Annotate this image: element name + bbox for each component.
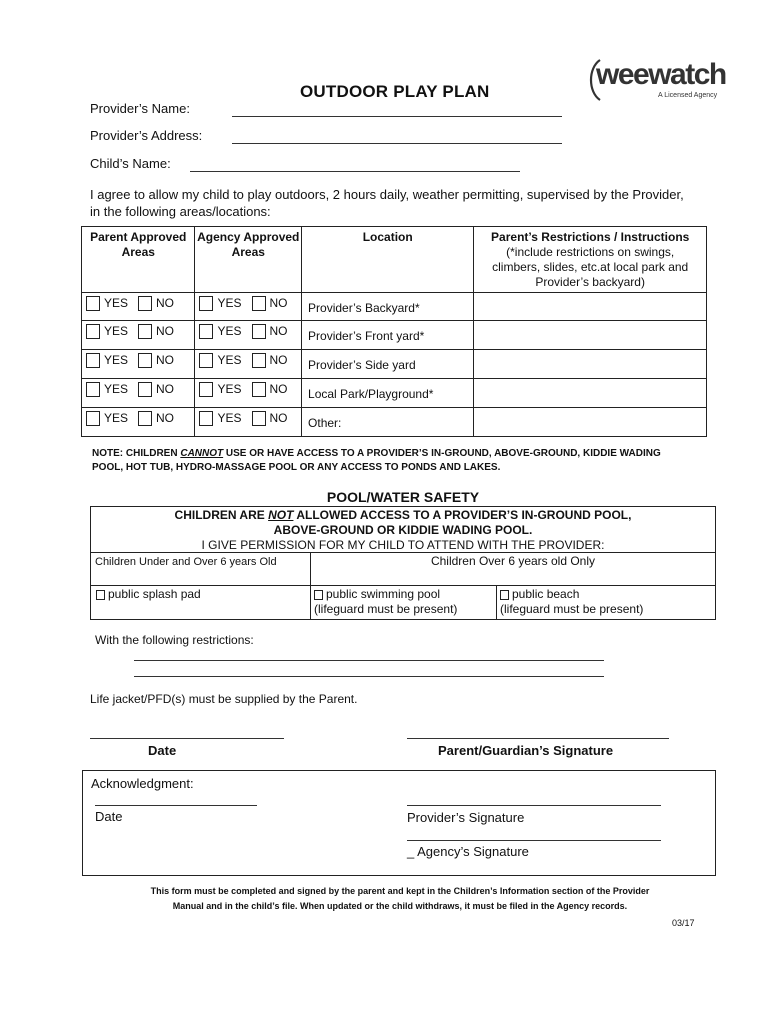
divider — [91, 552, 715, 553]
table-row — [82, 408, 707, 437]
no-label: NO — [156, 324, 175, 338]
yes-label: YES — [104, 296, 129, 310]
parent-no-checkbox[interactable] — [138, 382, 152, 397]
restrictions-cell[interactable] — [474, 293, 707, 321]
agency-no-checkbox[interactable] — [252, 353, 266, 368]
agency-no-checkbox[interactable] — [252, 411, 266, 426]
parent-yes-checkbox[interactable] — [86, 296, 100, 311]
col-over-6: Children Over 6 years old Only — [430, 554, 596, 568]
provider-signature-label: Provider’s Signature — [407, 810, 525, 825]
form-version: 03/17 — [672, 918, 695, 928]
pool-line-1-not: NOT — [268, 508, 294, 522]
beach-label: public beach — [512, 587, 580, 601]
provider-address-field[interactable] — [232, 130, 562, 144]
restrictions-cell[interactable] — [474, 321, 707, 350]
table-row — [82, 293, 707, 321]
location-front-yard: Provider’s Front yard* — [302, 321, 474, 350]
option-beach — [500, 587, 643, 617]
option-splash-pad — [96, 587, 201, 601]
restrictions-cell[interactable] — [474, 408, 707, 437]
yes-label: YES — [104, 353, 129, 367]
location-backyard: Provider’s Backyard* — [302, 293, 474, 321]
footer-line-1: This form must be completed and signed by the parent and kept in the Children’s Information section of the Provider — [150, 886, 650, 896]
provider-name-field[interactable] — [232, 103, 562, 117]
yes-label: YES — [217, 353, 242, 367]
agency-yes-checkbox[interactable] — [199, 382, 213, 397]
beach-checkbox[interactable] — [500, 590, 509, 600]
agency-signature-label: _ Agency’s Signature — [407, 844, 529, 859]
logo-wordmark: weewatch — [596, 58, 726, 91]
ack-date-label: Date — [95, 809, 123, 824]
child-name-label: Child’s Name: — [90, 156, 171, 171]
note-emphasis: CANNOT — [180, 448, 224, 459]
table-row — [82, 379, 707, 408]
agency-no-checkbox[interactable] — [252, 324, 266, 339]
parent-no-checkbox[interactable] — [138, 324, 152, 339]
header-location: Location — [302, 227, 474, 293]
swimming-pool-label: public swimming pool — [326, 587, 441, 601]
lifejacket-note: Life jacket/PFD(s) must be supplied by the Parent. — [90, 692, 358, 706]
pool-line-3: I GIVE PERMISSION FOR MY CHILD TO ATTEND WITH THE PROVIDER: — [201, 538, 605, 552]
pool-line-1a: CHILDREN ARE — [174, 508, 269, 522]
parent-no-checkbox[interactable] — [138, 411, 152, 426]
parent-yes-checkbox[interactable] — [86, 411, 100, 426]
pool-line-1b: ALLOWED ACCESS TO A PROVIDER’S IN-GROUND POOL, — [293, 508, 632, 522]
provider-name-label: Provider’s Name: — [90, 101, 190, 116]
no-label: NO — [269, 382, 288, 396]
areas-table — [81, 226, 707, 437]
header-parent-approved: Parent Approved Areas — [82, 227, 195, 293]
no-label: NO — [269, 296, 288, 310]
parent-no-checkbox[interactable] — [138, 296, 152, 311]
access-note — [92, 447, 692, 475]
pool-safety-title: POOL/WATER SAFETY — [326, 489, 480, 505]
agency-signature-field[interactable] — [407, 830, 661, 841]
pool-safety-box — [90, 506, 716, 620]
restrictions-cell[interactable] — [474, 379, 707, 408]
pool-line-1 — [91, 508, 715, 523]
option-swimming-pool — [314, 587, 457, 617]
intro-paragraph: I agree to allow my child to play outdoors, 2 hours daily, weather permitting, supervised by the Provider, in the following areas/locations: — [90, 187, 684, 219]
yes-label: YES — [217, 296, 242, 310]
header-restrictions — [474, 227, 707, 293]
splash-pad-checkbox[interactable] — [96, 590, 105, 600]
page-title: OUTDOOR PLAY PLAN — [300, 82, 490, 101]
note-prefix: NOTE: CHILDREN — [92, 448, 181, 459]
parent-yes-checkbox[interactable] — [86, 324, 100, 339]
yes-label: YES — [104, 382, 129, 396]
location-local-park: Local Park/Playground* — [302, 379, 474, 408]
child-name-field[interactable] — [190, 158, 520, 172]
parent-signature-label: Parent/Guardian’s Signature — [438, 743, 614, 758]
provider-signature-field[interactable] — [407, 795, 661, 806]
parent-no-checkbox[interactable] — [138, 353, 152, 368]
agency-yes-checkbox[interactable] — [199, 353, 213, 368]
provider-address-label: Provider’s Address: — [90, 128, 203, 143]
yes-label: YES — [104, 324, 129, 338]
pool-line-2: ABOVE-GROUND OR KIDDIE WADING POOL. — [273, 523, 533, 537]
weewatch-logo — [586, 54, 731, 104]
footer-instructions — [90, 884, 710, 914]
splash-pad-label: public splash pad — [108, 587, 201, 601]
no-label: NO — [156, 411, 175, 425]
restrictions-line-2[interactable] — [134, 666, 604, 677]
yes-label: YES — [104, 411, 129, 425]
table-row — [82, 350, 707, 379]
restrictions-cell[interactable] — [474, 350, 707, 379]
acknowledgment-box — [82, 770, 716, 876]
restrictions-label: With the following restrictions: — [95, 633, 254, 647]
acknowledgment-title: Acknowledgment: — [91, 776, 194, 791]
yes-label: YES — [217, 411, 242, 425]
parent-yes-checkbox[interactable] — [86, 382, 100, 397]
table-row — [82, 321, 707, 350]
yes-label: YES — [217, 324, 242, 338]
swimming-pool-note: (lifeguard must be present) — [314, 602, 458, 616]
parent-date-field[interactable] — [90, 730, 284, 739]
areas-table-header — [82, 227, 707, 293]
agency-yes-checkbox[interactable] — [199, 296, 213, 311]
no-label: NO — [269, 353, 288, 367]
no-label: NO — [156, 296, 175, 310]
col-under-over-6: Children Under and Over 6 years Old — [95, 556, 277, 568]
no-label: NO — [269, 324, 288, 338]
no-label: NO — [156, 353, 175, 367]
agency-no-checkbox[interactable] — [252, 382, 266, 397]
swimming-pool-checkbox[interactable] — [314, 590, 323, 600]
divider — [91, 585, 715, 586]
no-label: NO — [269, 411, 288, 425]
agency-yes-checkbox[interactable] — [199, 411, 213, 426]
agency-yes-checkbox[interactable] — [199, 324, 213, 339]
ack-date-field[interactable] — [95, 795, 257, 806]
note-rest: USE OR HAVE ACCESS TO A PROVIDER’S IN-GROUND, ABOVE-GROUND, KIDDIE WADING POOL, HOT TUB, HYDRO-MASSAGE POOL OR ANY ACCESS TO PONDS AND LAKES. — [92, 448, 661, 473]
yes-label: YES — [217, 382, 242, 396]
beach-note: (lifeguard must be present) — [500, 602, 644, 616]
divider — [496, 585, 497, 619]
date-label: Date — [148, 743, 177, 758]
header-agency-approved: Agency Approved Areas — [195, 227, 302, 293]
parent-signature-field[interactable] — [407, 730, 669, 739]
logo-tagline: A Licensed Agency — [658, 92, 718, 99]
footer-line-2: Manual and in the child’s file. When updated or the child withdraws, it must be filed in the Agency records. — [172, 901, 628, 911]
location-side-yard: Provider’s Side yard — [302, 350, 474, 379]
restrictions-title: Parent’s Restrictions / Instructions — [491, 230, 690, 244]
location-other: Other: — [302, 408, 474, 437]
parent-yes-checkbox[interactable] — [86, 353, 100, 368]
restrictions-line-1[interactable] — [134, 650, 604, 661]
restrictions-subtitle: (*include restrictions on swings, climbers, slides, etc.at local park and Provider’s backyard) — [492, 245, 689, 289]
agency-no-checkbox[interactable] — [252, 296, 266, 311]
no-label: NO — [156, 382, 175, 396]
